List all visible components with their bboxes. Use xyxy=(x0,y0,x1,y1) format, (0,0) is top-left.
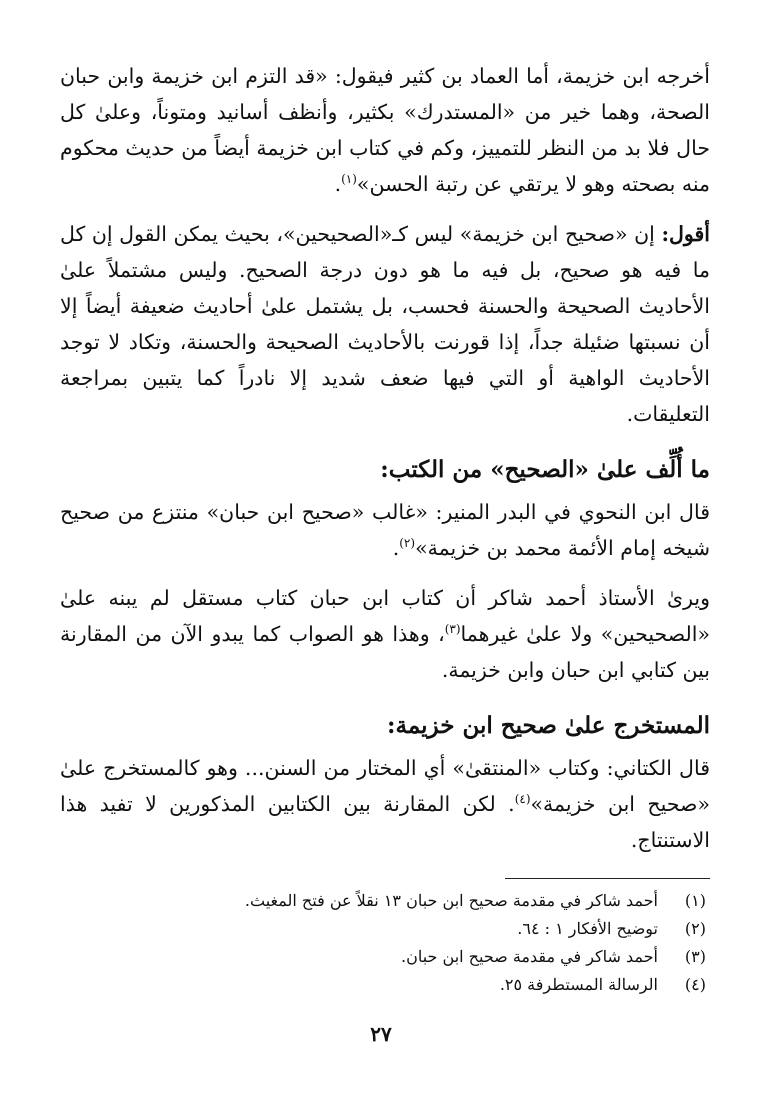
footnote-ref-4[interactable]: (٤) xyxy=(514,792,531,807)
paragraph-3-text: قال ابن النحوي في البدر المنير: «غالب «صحيح ابن حبان» منتزع من صحيح شيخه إمام الأئمة محمد بن خزيمة» xyxy=(60,500,710,560)
section-heading-2: المستخرج علىٰ صحيح ابن خزيمة: xyxy=(387,712,710,739)
footnote-ref-3[interactable]: (٣) xyxy=(444,622,461,637)
paragraph-5-text-a: قال الكتاني: وكتاب «المنتقىٰ» أي المختار من السنن... وهو كالمستخرج علىٰ «صحيح ابن خزيمة» xyxy=(60,756,710,816)
paragraph-1-end: . xyxy=(334,172,342,196)
paragraph-3-end: . xyxy=(392,536,400,560)
footnote-number: (١) xyxy=(684,891,706,910)
paragraph-4-text-a: ويرىٰ الأستاذ أحمد شاكر أن كتاب ابن حبان كتاب مستقل لم يبنه علىٰ «الصحيحين» ولا علىٰ غيرهما xyxy=(60,586,710,646)
paragraph-4 xyxy=(60,580,710,688)
paragraph-1-text: أخرجه ابن خزيمة، أما العماد بن كثير فيقول: «قد التزم ابن خزيمة وابن حبان الصحة، وهما خير من «المستدرك» بكثير، وأنظف أسانيد ومتوناً، وعلىٰ كل حال فلا بد من النظر للتمييز، وكم في كتاب ابن خزيمة أيضاً من حديث محكوم منه بصحته وهو لا يرتقي عن رتبة الحسن» xyxy=(60,64,710,196)
footnote-item xyxy=(60,887,710,915)
footnote-text: أحمد شاكر في مقدمة صحيح ابن حبان ١٣ نقلاً عن فتح المغيث. xyxy=(244,891,658,910)
footnote-item xyxy=(60,915,710,943)
paragraph-1 xyxy=(60,58,710,202)
footnote-number: (٤) xyxy=(684,975,706,994)
paragraph-2 xyxy=(60,216,710,432)
footnote-item xyxy=(60,943,710,971)
footnote-text: أحمد شاكر في مقدمة صحيح ابن حبان. xyxy=(401,947,658,966)
footnote-ref-2[interactable]: (٢) xyxy=(399,536,416,551)
footnotes xyxy=(60,878,710,999)
paragraph-2-lead: أقول: xyxy=(661,222,710,246)
page-number: ٢٧ xyxy=(370,1022,392,1046)
footnote-ref-1[interactable]: (١) xyxy=(341,172,357,187)
paragraph-5 xyxy=(60,750,710,858)
footnote-number: (٣) xyxy=(684,947,706,966)
paragraph-3 xyxy=(60,494,710,566)
paragraph-4-text-b: ، وهذا هو الصواب كما يبدو الآن من المقارنة بين كتابي ابن حبان وابن خزيمة. xyxy=(60,622,710,682)
footnote-number: (٢) xyxy=(684,919,706,938)
paragraph-5-text-b: . لكن المقارنة بين الكتابين المذكورين لا تفيد هذا الاستنتاج. xyxy=(60,792,710,852)
footnote-divider xyxy=(505,878,710,879)
footnote-item xyxy=(60,971,710,999)
page-body xyxy=(60,58,710,858)
footnote-text: توضيح الأفكار ١ : ٦٤. xyxy=(517,919,658,938)
footnote-text: الرسالة المستطرفة ٢٥. xyxy=(499,975,658,994)
paragraph-2-text: إن «صحيح ابن خزيمة» ليس كـ«الصحيحين»، بحيث يمكن القول إن كل ما فيه هو صحيح، بل فيه ما هو دون درجة الصحيح. وليس مشتملاً علىٰ الأحاديث الصحيحة والحسنة فحسب، بل يشتمل علىٰ أحاديث ضعيفة أيضاً إلا أن نسبتها ضئيلة جداً، إذا قورنت بالأحاديث الصحيحة والحسنة، وتكاد لا توجد الأحاديث الواهية أو التي فيها ضعف شديد إلا نادراً كما يتبين بمراجعة التعليقات. xyxy=(60,222,710,426)
section-heading-1: ما أُلِّف علىٰ «الصحيح» من الكتب: xyxy=(380,456,710,483)
